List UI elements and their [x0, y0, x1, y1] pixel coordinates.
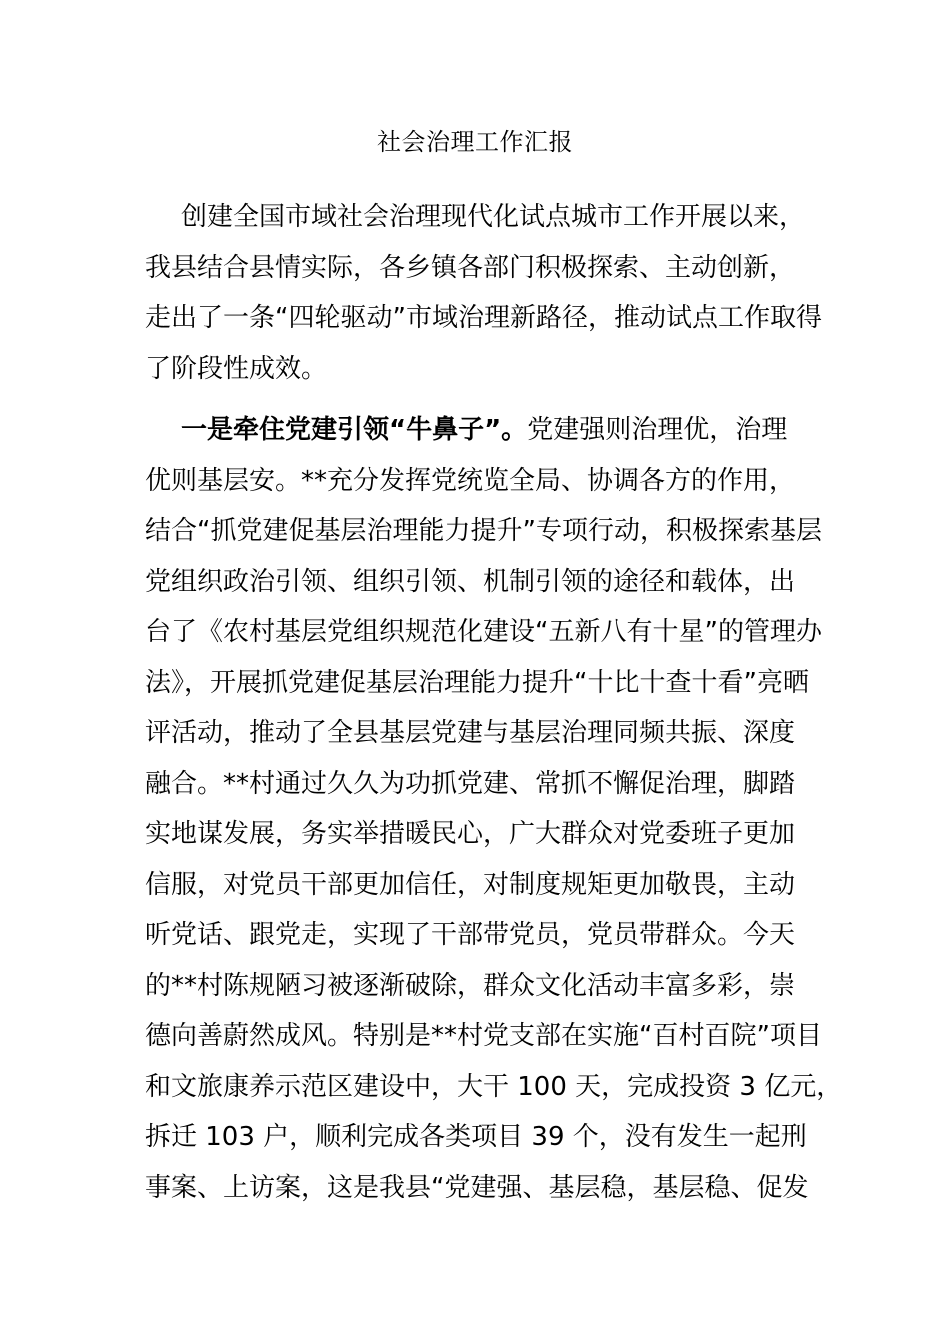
paragraph-line: 我县结合县情实际，各乡镇各部门积极探索、主动创新， [145, 252, 796, 283]
paragraph-line: 德向善蔚然成风。特别是**村党支部在实施“百村百院”项目 [145, 1021, 822, 1051]
paragraph-line: 评活动，推动了全县基层党建与基层治理同频共振、深度 [145, 718, 796, 748]
paragraph-line: 优则基层安。**充分发挥党统览全局、协调各方的作用， [145, 465, 796, 496]
paragraph-intro [145, 192, 835, 394]
paragraph-line: 结合“抓党建促基层治理能力提升”专项行动，积极探索基层 [145, 516, 822, 546]
paragraph-heading: 一是牵住党建引领“牛鼻子”。 [181, 415, 528, 445]
paragraph-line-rest: 党建强则治理优，治理 [527, 415, 788, 445]
paragraph-line: 信服，对党员干部更加信任，对制度规矩更加敬畏，主动 [145, 869, 796, 900]
paragraph-line: 事案、上访案，这是我县“党建强、基层稳，基层稳、促发 [145, 1172, 809, 1203]
paragraph-line: 听党话、跟党走，实现了干部带党员，党员带群众。今天 [145, 920, 796, 950]
document-title: 社会治理工作汇报 [377, 128, 573, 156]
paragraph-line: 创建全国市域社会治理现代化试点城市工作开展以来， [181, 202, 806, 232]
paragraph-line: 了阶段性成效。 [145, 353, 328, 384]
paragraph-line: 和文旅康养示范区建设中，大干 100 天，完成投资 3 亿元， [145, 1071, 843, 1102]
paragraph-line: 拆迁 103 户，顺利完成各类项目 39 个，没有发生一起刑 [145, 1122, 807, 1152]
paragraph-line: 台了《农村基层党组织规范化建设“五新八有十星”的管理办 [145, 617, 822, 647]
paragraph-line: 的**村陈规陋习被逐渐破除，群众文化活动丰富多彩，崇 [145, 970, 796, 1001]
paragraph-line: 党组织政治引领、组织引领、机制引领的途径和载体，出 [145, 566, 796, 597]
paragraph-line: 融合。**村通过久久为功抓党建、常抓不懈促治理，脚踏 [145, 768, 796, 799]
paragraph-party-building [145, 405, 843, 1213]
paragraph-first-line [145, 405, 835, 456]
paragraph-line: 实地谋发展，务实举措暖民心，广大群众对党委班子更加 [145, 819, 796, 849]
paragraph-line: 法》，开展抓党建促基层治理能力提升“十比十查十看”亮晒 [145, 667, 809, 698]
paragraph-line: 走出了一条“四轮驱动”市域治理新路径，推动试点工作取得 [145, 303, 822, 333]
